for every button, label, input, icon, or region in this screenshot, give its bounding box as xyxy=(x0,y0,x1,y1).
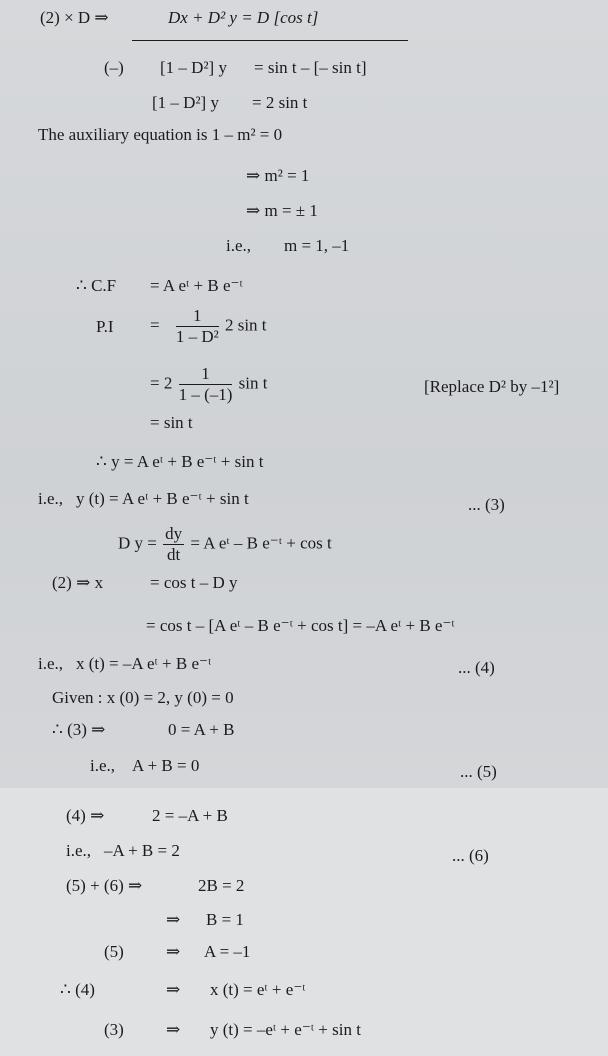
dy-rhs: = A eᵗ – B e⁻ᵗ + cos t xyxy=(190,533,332,553)
lower-page-section xyxy=(0,788,608,1056)
cf-expression: = A eᵗ + B e⁻ᵗ xyxy=(150,276,243,295)
b-equals-one: B = 1 xyxy=(206,910,244,929)
implies-arrow: ⇒ xyxy=(166,942,181,961)
zero-equals-a-plus-b: 0 = A + B xyxy=(168,720,235,739)
final-y-of-t: y (t) = –eᵗ + e⁻ᵗ + sin t xyxy=(210,1020,361,1039)
subtraction-rule xyxy=(132,40,408,41)
dt-denominator: dt xyxy=(167,545,181,564)
dy-dt-fraction xyxy=(163,524,184,565)
pi-fraction xyxy=(176,306,219,347)
ie-label: i.e., xyxy=(66,841,92,860)
auxiliary-equation: The auxiliary equation is 1 – m² = 0 xyxy=(38,125,283,144)
a-plus-b-zero: A + B = 0 xyxy=(132,756,200,775)
a-equals-minus-one: A = –1 xyxy=(204,942,251,961)
ie-label: i.e., xyxy=(226,236,252,255)
ie-label: i.e., xyxy=(38,654,64,673)
x-expression: = cos t – D y xyxy=(150,573,238,592)
dy-lhs: D y = xyxy=(118,533,157,553)
equation-dx-d2y: Dx + D² y = D [cos t] xyxy=(168,8,319,27)
ie-label: i.e., xyxy=(90,756,116,775)
pi-tail: 2 sin t xyxy=(224,315,267,335)
equation-ref-3: ... (3) xyxy=(468,495,505,514)
step-3-label: (3) xyxy=(104,1020,124,1039)
replace-note: [Replace D² by –1²] xyxy=(424,377,560,396)
step-3-implies: ∴ (3) ⇒ xyxy=(52,720,106,739)
pi-step-2 xyxy=(150,364,267,405)
dy-numerator: dy xyxy=(165,524,183,543)
implies-arrow: ⇒ xyxy=(166,980,181,999)
two-b-equals-two: 2B = 2 xyxy=(198,876,245,895)
dy-expression xyxy=(118,524,332,565)
subtract-rhs: = sin t – [– sin t] xyxy=(254,58,367,77)
general-solution-y: ∴ y = A eᵗ + B e⁻ᵗ + sin t xyxy=(96,452,264,471)
ie-label: i.e., xyxy=(38,489,64,508)
roots: m = 1, –1 xyxy=(284,236,350,255)
pi-step2-denominator: 1 – (–1) xyxy=(178,385,233,404)
m-plus-minus-1: ⇒ m = ± 1 xyxy=(246,201,318,220)
subtract-lhs: [1 – D²] y xyxy=(160,58,227,77)
implies-arrow: ⇒ xyxy=(166,910,181,929)
pi-step2-fraction xyxy=(179,364,233,405)
step-4-implies: (4) ⇒ xyxy=(66,806,105,825)
pi-denominator: 1 – D² xyxy=(175,327,219,346)
initial-conditions: Given : x (0) = 2, y (0) = 0 xyxy=(52,688,234,707)
minus-sign-label: (–) xyxy=(104,58,124,77)
cf-label: ∴ C.F xyxy=(76,276,117,295)
step-5-label: (5) xyxy=(104,942,124,961)
two-equals-minus-a-plus-b: 2 = –A + B xyxy=(152,806,228,825)
pi-result: = sin t xyxy=(150,413,193,432)
x-expansion: = cos t – [A eᵗ – B e⁻ᵗ + cos t] = –A eᵗ + B e⁻ᵗ xyxy=(146,616,455,635)
result-rhs: = 2 sin t xyxy=(252,93,308,112)
step-2-times-d: (2) × D ⇒ xyxy=(40,8,109,27)
equation-ref-5: ... (5) xyxy=(460,762,497,781)
final-x-of-t: x (t) = eᵗ + e⁻ᵗ xyxy=(210,980,306,999)
pi-step2-lead: = 2 xyxy=(150,373,173,393)
x-of-t: x (t) = –A eᵗ + B e⁻ᵗ xyxy=(76,654,212,673)
m-squared-equals-1: ⇒ m² = 1 xyxy=(246,166,310,185)
minus-a-plus-b-two: –A + B = 2 xyxy=(104,841,180,860)
y-of-t: y (t) = A eᵗ + B e⁻ᵗ + sin t xyxy=(76,489,249,508)
pi-expression xyxy=(150,306,267,347)
result-lhs: [1 – D²] y xyxy=(152,93,219,112)
equation-ref-4: ... (4) xyxy=(458,658,495,677)
pi-label: P.I xyxy=(96,317,114,336)
pi-numerator: 1 xyxy=(176,306,219,327)
step-5-plus-6: (5) + (6) ⇒ xyxy=(66,876,143,895)
equation-ref-6: ... (6) xyxy=(452,846,489,865)
pi-equals: = xyxy=(150,315,160,335)
pi-step2-numerator: 1 xyxy=(179,364,233,385)
implies-arrow: ⇒ xyxy=(166,1020,181,1039)
therefore-step-4: ∴ (4) xyxy=(60,980,95,999)
pi-step2-tail: sin t xyxy=(238,373,268,393)
step-2-implies-x: (2) ⇒ x xyxy=(52,573,104,592)
